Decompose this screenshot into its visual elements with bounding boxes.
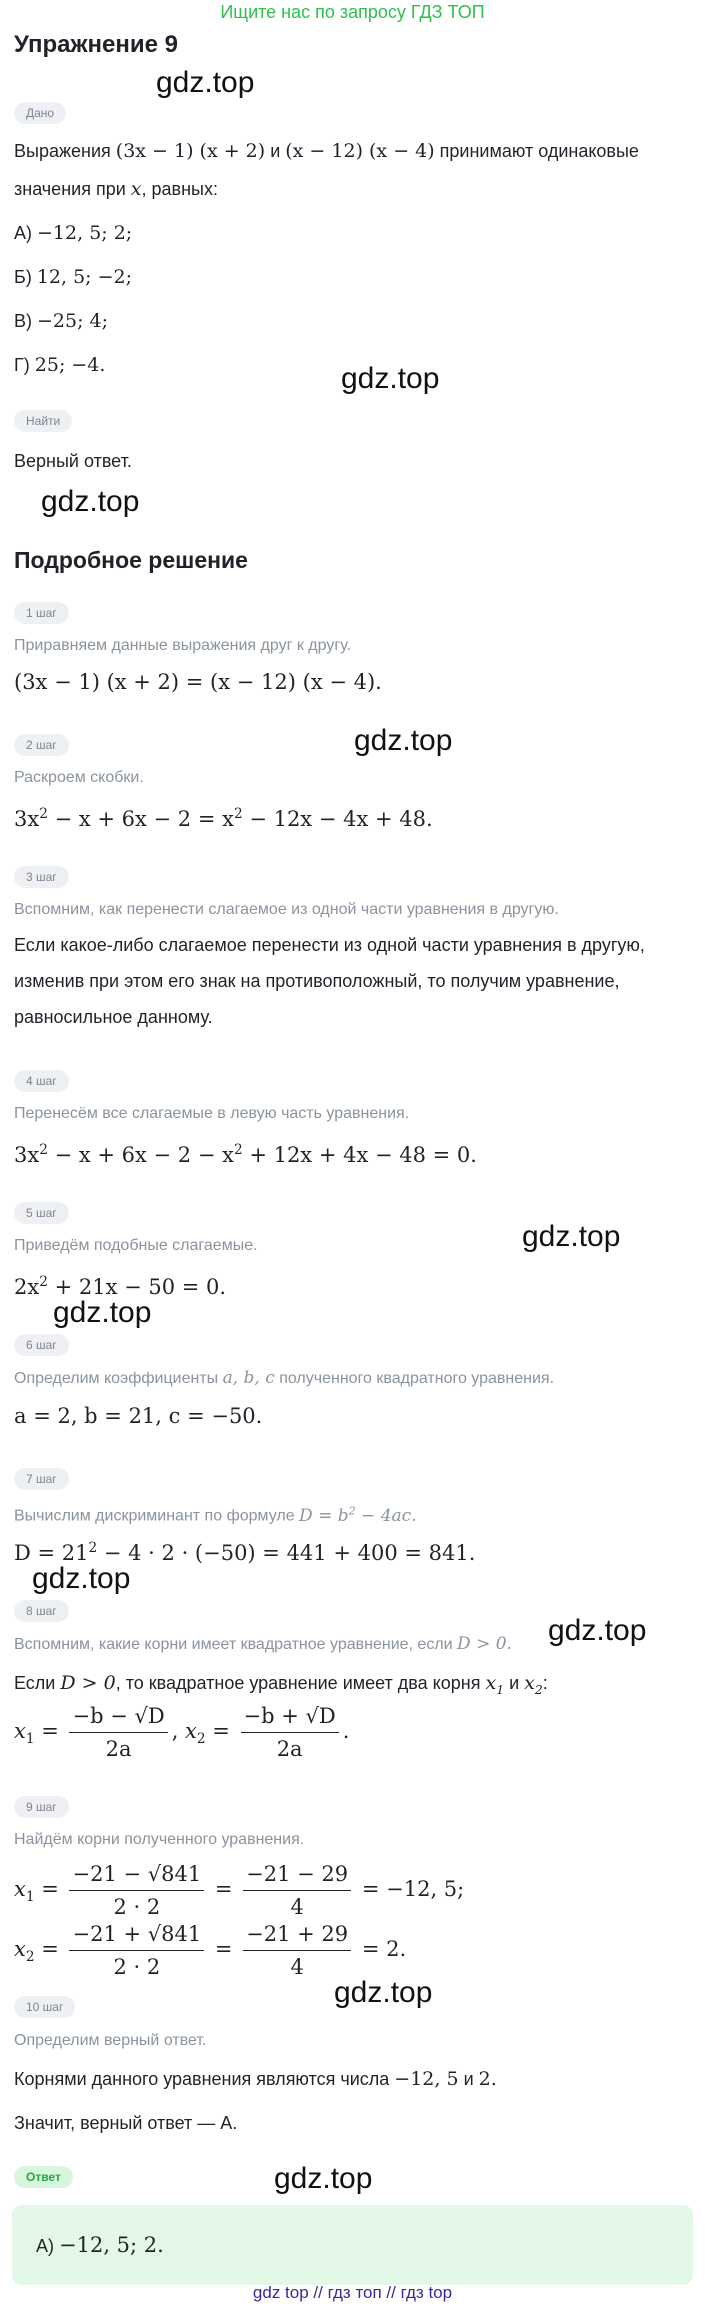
step-tag: 1 шаг [14, 602, 69, 624]
find-text: Верный ответ. [14, 451, 132, 471]
rule-line: равносильное данному. [14, 1007, 213, 1027]
watermark: gdz.top [156, 66, 255, 99]
watermark: gdz.top [341, 362, 440, 395]
given-tag: Дано [14, 102, 66, 124]
answer-tag: Ответ [14, 2166, 73, 2188]
watermark: gdz.top [522, 1220, 621, 1253]
watermark: gdz.top [41, 485, 140, 518]
roots-formula: $x_1$ = $\frac{-b - √D}{2a}$ , $x_2$ = $\frac{-b + √D}{2a}$ . [14, 1704, 350, 1761]
step-tag: 10 шаг [14, 1996, 75, 2018]
step-caption: Приравняем данные выражения друг к другу. [14, 637, 352, 654]
step-equation: (3x − 1) (x + 2) = (x − 12) (x − 4). [14, 670, 382, 694]
top-banner[interactable]: Ищите нас по запросу ГДЗ ТОП [220, 2, 485, 22]
root-x2-calculation: $x_2$ = $\frac{-21 + √841}{2 \cdot 2}$ = $\frac{-21 + 29}{4}$ = 2. [14, 1922, 407, 1979]
step-equation: $3x^2 - x + 6x - 2 = x^2 - 12x - 4x + 48$. [14, 806, 433, 831]
footer-links[interactable]: gdz top // гдз топ // гдз top [252, 2283, 453, 2302]
roots-rule: Если D > 0, то квадратное уравнение имеет два корня $x_1$ и $x_2$: [14, 1672, 548, 1697]
step-tag: 8 шаг [14, 1600, 69, 1622]
step-caption: Вспомним, как перенести слагаемое из одной части уравнения в другую. [14, 901, 559, 918]
option-a: А) −12, 5; 2; [14, 222, 133, 244]
step-tag: 9 шаг [14, 1796, 69, 1818]
watermark: gdz.top [274, 2162, 373, 2195]
step-tag: 4 шаг [14, 1070, 69, 1092]
step-caption: Вспомним, какие корни имеет квадратное уравнение, если D > 0. [14, 1634, 512, 1654]
given-text-line1: Выражения (3x − 1) (x + 2) и (x − 12) (x − 4) принимают одинаковые [14, 140, 639, 162]
step-caption: Найдём корни полученного уравнения. [14, 1831, 305, 1848]
expr1: (3x − 1) (x + 2) [115, 140, 266, 162]
rule-line: Если какое-либо слагаемое перенести из одной части уравнения в другую, [14, 935, 645, 955]
solution-title: Подробное решение [14, 547, 248, 573]
rule-line: изменив при этом его знак на противоположный, то получим уравнение, [14, 971, 620, 991]
roots-statement: Корнями данного уравнения являются числа −12, 5 и 2. [14, 2068, 497, 2090]
watermark: gdz.top [53, 1296, 152, 1329]
answer-text: А) −12, 5; 2. [36, 2233, 164, 2257]
step-equation: a = 2, b = 21, c = −50. [14, 1404, 263, 1428]
step-caption: Определим коэффициенты a, b, c полученного квадратного уравнения. [14, 1368, 555, 1388]
watermark: gdz.top [354, 724, 453, 757]
step-tag: 3 шаг [14, 866, 69, 888]
step-tag: 2 шаг [14, 734, 69, 756]
step-tag: 5 шаг [14, 1202, 69, 1224]
step-caption: Приведём подобные слагаемые. [14, 1237, 258, 1254]
step-caption: Определим верный ответ. [14, 2032, 207, 2049]
step-caption: Вычислим дискриминант по формуле $D = b^2 - 4ac$. [14, 1504, 417, 1526]
step-tag: 6 шаг [14, 1334, 69, 1356]
root-x1-calculation: $x_1$ = $\frac{-21 - √841}{2 \cdot 2}$ = $\frac{-21 - 29}{4}$ = −12, 5; [14, 1862, 465, 1919]
watermark: gdz.top [32, 1562, 131, 1595]
step-equation: $3x^2 - x + 6x - 2 - x^2 + 12x + 4x - 48 = 0$. [14, 1142, 477, 1167]
step-equation: $2x^2 + 21x - 50 = 0$. [14, 1274, 227, 1299]
watermark: gdz.top [548, 1614, 647, 1647]
option-c: В) −25; 4; [14, 310, 109, 332]
step-caption: Перенесём все слагаемые в левую часть уравнения. [14, 1105, 410, 1122]
step-equation: $D = 21^2 - 4 \cdot 2 \cdot (-50) = 441 + 400 = 841$. [14, 1540, 476, 1565]
option-d: Г) 25; −4. [14, 354, 106, 376]
find-tag: Найти [14, 410, 72, 432]
given-text-line2: значения при x, равных: [14, 178, 218, 200]
conclusion: Значит, верный ответ — А. [14, 2113, 238, 2133]
expr2: (x − 12) (x − 4) [285, 140, 435, 162]
step-caption: Раскроем скобки. [14, 769, 144, 786]
watermark: gdz.top [334, 1976, 433, 2009]
page-title: Упражнение 9 [14, 31, 178, 58]
option-b: Б) 12, 5; −2; [14, 266, 133, 288]
step-tag: 7 шаг [14, 1468, 69, 1490]
